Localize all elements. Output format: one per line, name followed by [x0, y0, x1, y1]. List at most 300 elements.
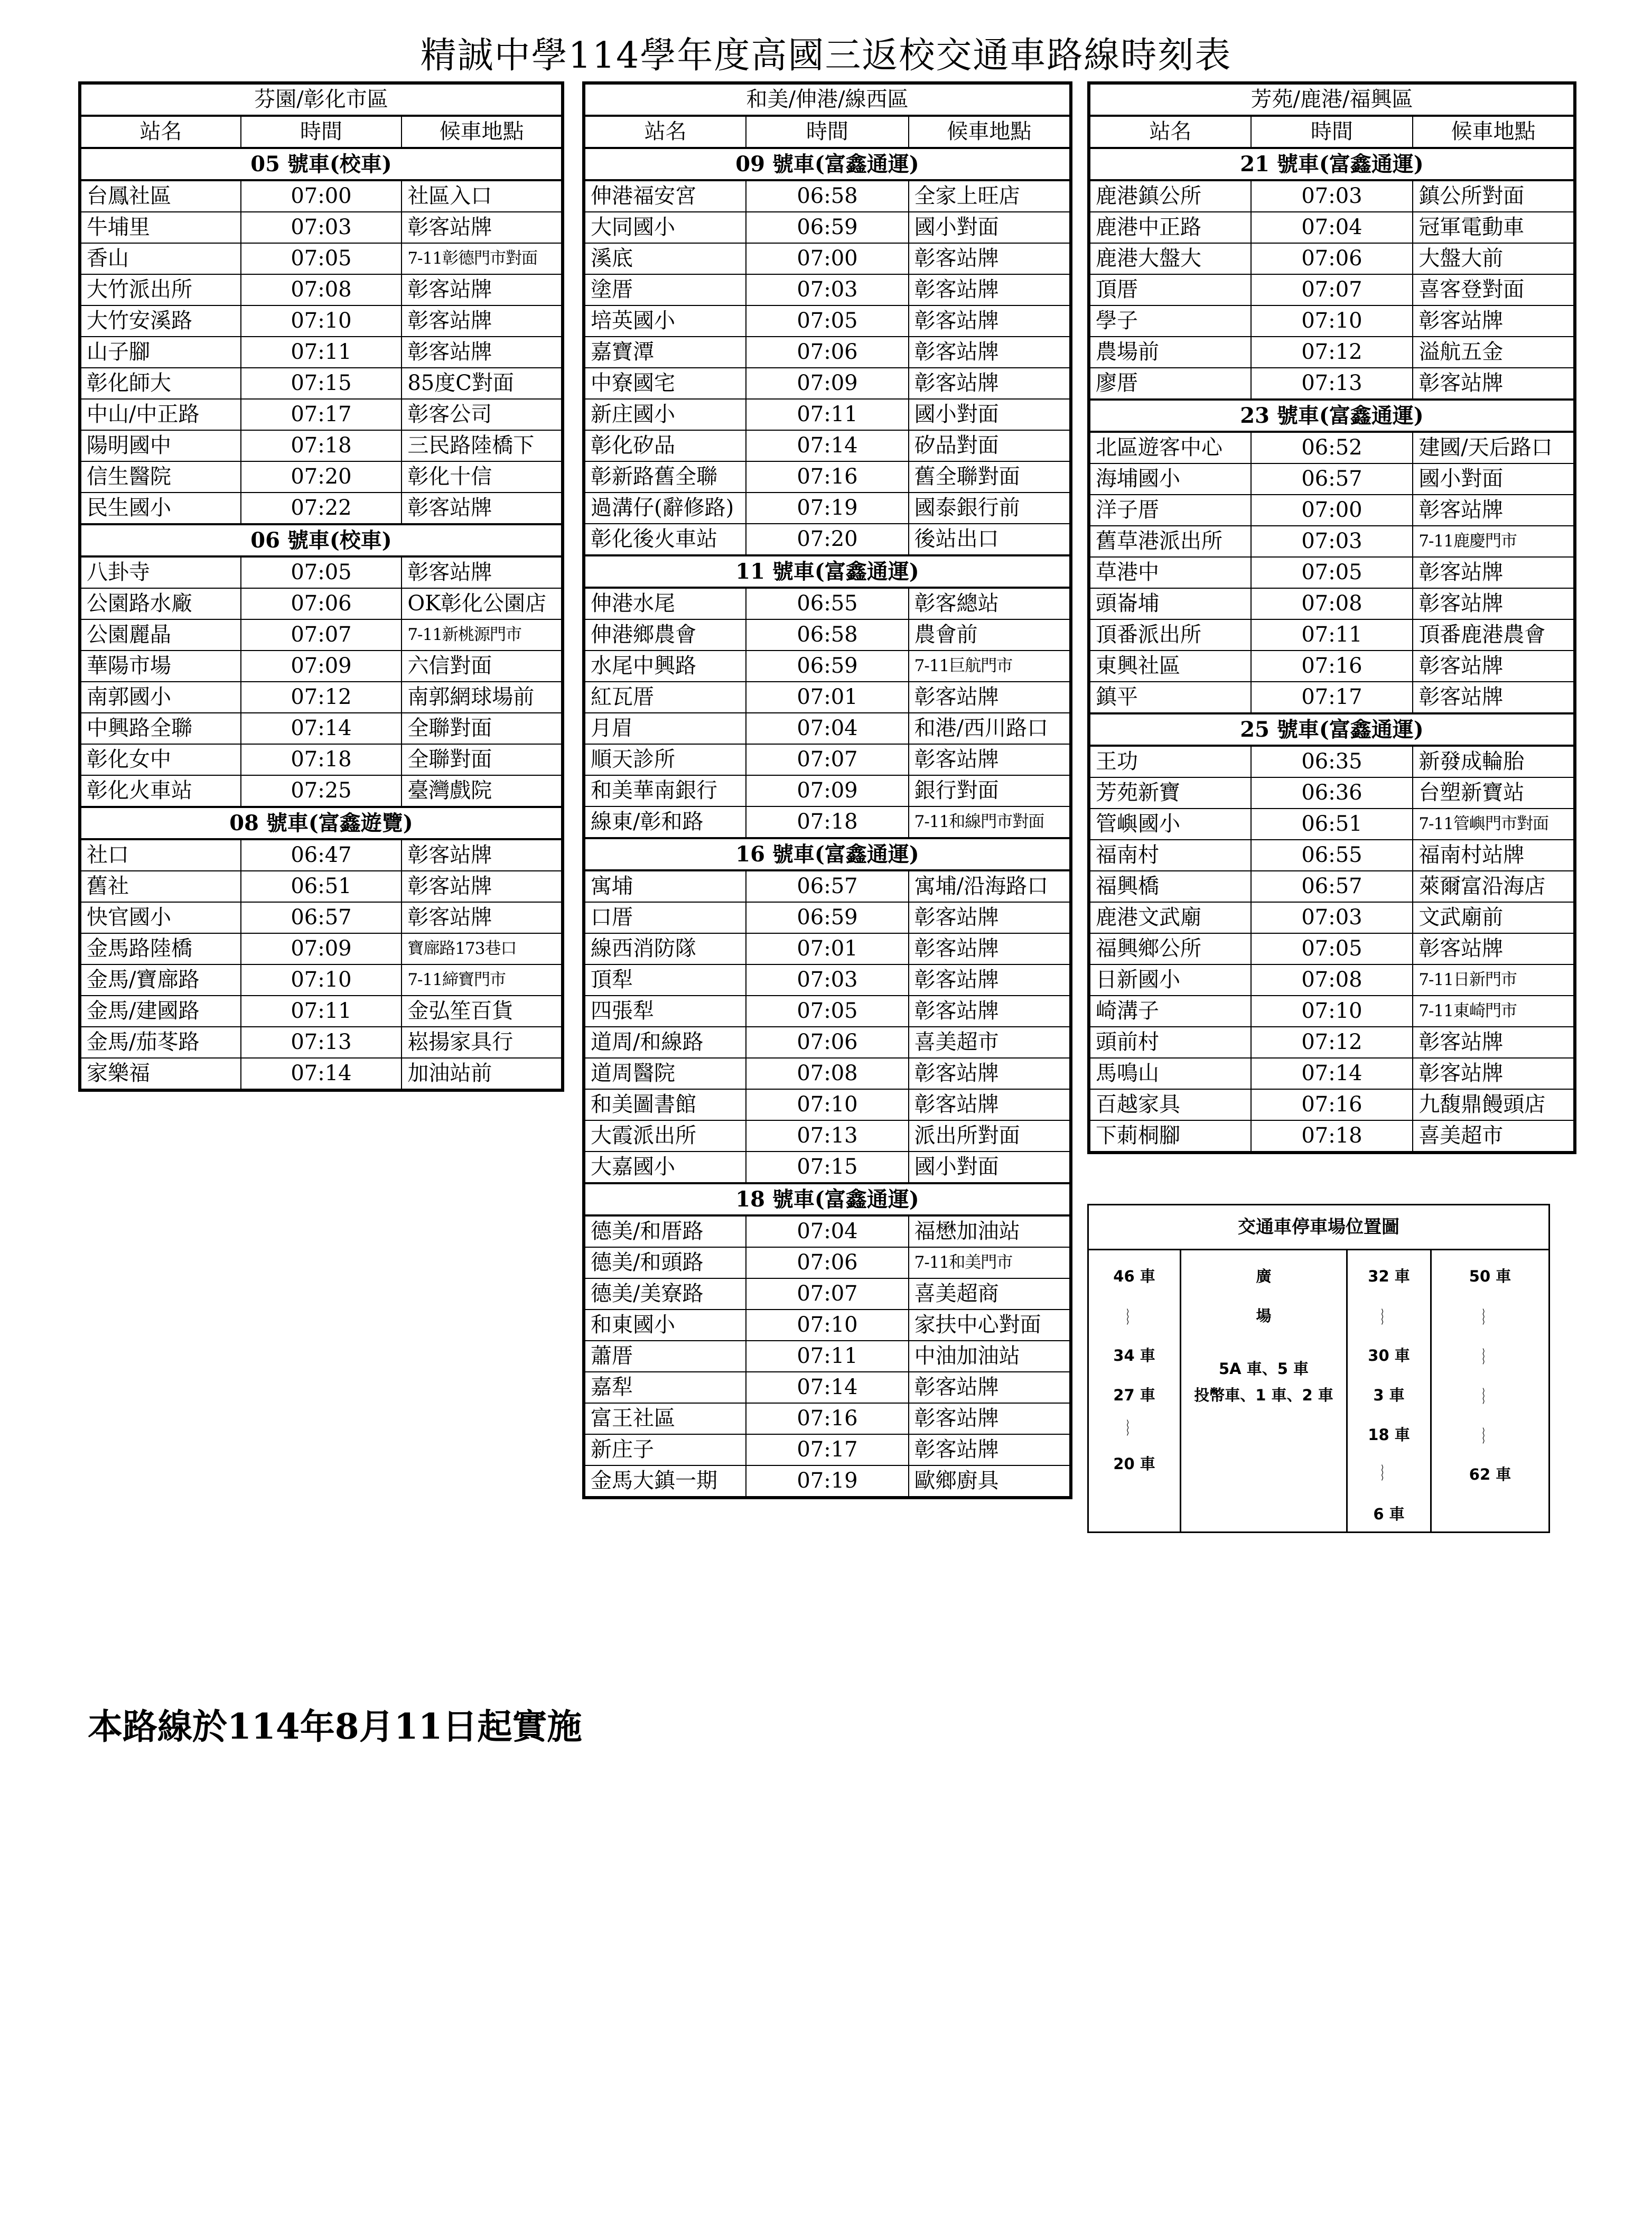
- stop-row: [584, 212, 1071, 243]
- stop-name: 海埔國小: [1089, 463, 1251, 495]
- parking-label-50: 50 車: [1469, 1267, 1511, 1285]
- parking-range-mark: ︴: [1126, 1419, 1142, 1438]
- stop-row: [584, 1120, 1071, 1152]
- stop-location: 臺灣戲院: [402, 775, 563, 807]
- stop-name: 線東/彰和路: [584, 806, 746, 838]
- stop-name: 舊草港派出所: [1089, 526, 1251, 557]
- column-header-location: 候車地點: [909, 116, 1071, 148]
- parking-label-34: 34 車: [1113, 1347, 1155, 1364]
- stop-time: 06:52: [1251, 432, 1413, 463]
- route-header-row: [584, 1183, 1071, 1215]
- stop-time: 07:10: [241, 964, 402, 996]
- stop-location: 溢航五金: [1413, 337, 1575, 368]
- stop-row: [584, 933, 1071, 964]
- stop-name: 廖厝: [1089, 368, 1251, 400]
- column-header-location: 候車地點: [402, 116, 563, 148]
- stop-row: [80, 682, 563, 713]
- route-label: 11 號車(富鑫通運): [584, 555, 1071, 588]
- stop-time: 07:10: [746, 1310, 908, 1341]
- stop-location: 國泰銀行前: [909, 493, 1071, 524]
- stop-row: [584, 588, 1071, 619]
- stop-name: 舊社: [80, 871, 241, 902]
- stop-time: 07:17: [1251, 682, 1413, 713]
- stop-row: [584, 461, 1071, 493]
- stop-name: 金馬路陸橋: [80, 933, 241, 964]
- stop-location: 彰客站牌: [909, 1403, 1071, 1434]
- stop-row: [584, 493, 1071, 524]
- stop-location: 家扶中心對面: [909, 1310, 1071, 1341]
- stop-time: 07:03: [746, 964, 908, 996]
- stop-location: 彰客站牌: [909, 1372, 1071, 1403]
- stop-location: 農會前: [909, 619, 1071, 651]
- stop-location: 彰客站牌: [1413, 933, 1575, 964]
- stop-location: 彰客站牌: [1413, 651, 1575, 682]
- stop-name: 四張犁: [584, 996, 746, 1027]
- stop-name: 頭崙埔: [1089, 588, 1251, 619]
- stop-row: [80, 839, 563, 871]
- stop-row: [80, 556, 563, 588]
- stop-row: [584, 744, 1071, 775]
- stop-time: 07:16: [746, 1403, 908, 1434]
- stop-row: [1089, 432, 1575, 463]
- stop-time: 07:18: [746, 806, 908, 838]
- stop-location: 國小對面: [909, 212, 1071, 243]
- stop-row: [584, 902, 1071, 933]
- stop-location: 新發成輪胎: [1413, 746, 1575, 777]
- stop-row: [1089, 933, 1575, 964]
- stop-row: [1089, 840, 1575, 871]
- stop-name: 農場前: [1089, 337, 1251, 368]
- stop-location: 彰客站牌: [909, 933, 1071, 964]
- stop-name: 道周醫院: [584, 1058, 746, 1089]
- stop-time: 07:03: [1251, 526, 1413, 557]
- stop-name: 學子: [1089, 305, 1251, 337]
- parking-range-mark: ︴: [1482, 1427, 1498, 1446]
- stop-row: [1089, 651, 1575, 682]
- stop-time: 07:04: [746, 1215, 908, 1247]
- stop-name: 和東國小: [584, 1310, 746, 1341]
- stop-time: 07:01: [746, 933, 908, 964]
- stop-name: 彰化火車站: [80, 775, 241, 807]
- stop-location: 彰客站牌: [909, 682, 1071, 713]
- parking-range-mark: ︴: [1381, 1308, 1397, 1327]
- stop-location: 六信對面: [402, 651, 563, 682]
- stop-name: 水尾中興路: [584, 651, 746, 682]
- stop-row: [584, 651, 1071, 682]
- stop-time: 07:14: [241, 1058, 402, 1090]
- stop-name: 管嶼國小: [1089, 809, 1251, 840]
- stop-name: 南郭國小: [80, 682, 241, 713]
- stop-location: 國小對面: [909, 1152, 1071, 1183]
- stop-row: [80, 212, 563, 243]
- stop-time: 07:07: [241, 619, 402, 651]
- stop-location: 鎮公所對面: [1413, 180, 1575, 212]
- stop-row: [80, 243, 563, 274]
- stop-name: 彰新路舊全聯: [584, 461, 746, 493]
- stop-row: [584, 682, 1071, 713]
- stop-name: 芳苑新寶: [1089, 777, 1251, 809]
- stop-row: [1089, 619, 1575, 651]
- stop-location: 彰客站牌: [1413, 368, 1575, 400]
- stop-location: 彰客站牌: [909, 996, 1071, 1027]
- stop-row: [80, 305, 563, 337]
- stop-time: 07:08: [1251, 964, 1413, 996]
- stop-location: 寓埔/沿海路口: [909, 870, 1071, 902]
- stop-row: [80, 461, 563, 493]
- stop-name: 中山/中正路: [80, 399, 241, 430]
- stop-location: 金弘笙百貨: [402, 996, 563, 1027]
- stop-location: 彰客站牌: [402, 871, 563, 902]
- stop-time: 07:00: [746, 243, 908, 274]
- stop-row: [584, 1215, 1071, 1247]
- stop-location: 彰客站牌: [909, 1434, 1071, 1465]
- route-label: 23 號車(富鑫通運): [1089, 400, 1575, 432]
- stop-name: 金馬/寶廍路: [80, 964, 241, 996]
- parking-column-3: [1348, 1249, 1432, 1531]
- stop-row: [1089, 746, 1575, 777]
- stop-time: 07:19: [746, 1465, 908, 1498]
- stop-time: 07:09: [241, 933, 402, 964]
- stop-row: [584, 1152, 1071, 1183]
- column-header-location: 候車地點: [1413, 116, 1575, 148]
- stop-name: 下莿桐腳: [1089, 1120, 1251, 1153]
- stop-time: 07:22: [241, 493, 402, 524]
- stop-row: [80, 775, 563, 807]
- stop-name: 過溝仔(辭修路): [584, 493, 746, 524]
- stop-time: 07:00: [1251, 495, 1413, 526]
- stop-time: 07:05: [1251, 933, 1413, 964]
- stop-location: 國小對面: [909, 399, 1071, 430]
- stop-name: 日新國小: [1089, 964, 1251, 996]
- stop-location: 頂番鹿港農會: [1413, 619, 1575, 651]
- stop-name: 華陽市場: [80, 651, 241, 682]
- stop-location: 歐鄉廚具: [909, 1465, 1071, 1498]
- stop-name: 彰化矽品: [584, 430, 746, 461]
- stop-name: 牛埔里: [80, 212, 241, 243]
- stop-name: 金馬/建國路: [80, 996, 241, 1027]
- route-label: 06 號車(校車): [80, 524, 563, 556]
- stop-location: 7-11締寶門市: [402, 964, 563, 996]
- stop-time: 07:14: [746, 430, 908, 461]
- stop-location: 7-11彰德門市對面: [402, 243, 563, 274]
- stop-name: 台鳳社區: [80, 180, 241, 212]
- stop-row: [80, 588, 563, 619]
- region-header-row: [1089, 83, 1575, 116]
- timetable-hemei-shengang-xianxi: [582, 81, 1072, 1499]
- stop-time: 07:07: [746, 744, 908, 775]
- stop-name: 福興鄉公所: [1089, 933, 1251, 964]
- effective-date-note: 本路線於114年8月11日起實施: [88, 1706, 582, 1747]
- stop-time: 07:14: [1251, 1058, 1413, 1089]
- stop-location: 和港/西川路口: [909, 713, 1071, 744]
- stop-time: 07:06: [746, 1247, 908, 1278]
- stop-row: [1089, 588, 1575, 619]
- stop-name: 北區遊客中心: [1089, 432, 1251, 463]
- stop-row: [584, 775, 1071, 806]
- stop-row: [584, 399, 1071, 430]
- stop-location: 全聯對面: [402, 713, 563, 744]
- plaza-coin-1-2: 投幣車、1 車、2 車: [1194, 1386, 1333, 1404]
- stop-location: 中油加油站: [909, 1341, 1071, 1372]
- column-header-time: 時間: [241, 116, 402, 148]
- stop-name: 鎮平: [1089, 682, 1251, 713]
- stop-location: 彰客站牌: [402, 212, 563, 243]
- stop-name: 金馬大鎮一期: [584, 1465, 746, 1498]
- stop-name: 德美/和厝路: [584, 1215, 746, 1247]
- stop-name: 公園麗晶: [80, 619, 241, 651]
- stop-name: 德美/和頭路: [584, 1247, 746, 1278]
- stop-row: [1089, 1120, 1575, 1153]
- stop-location: 85度C對面: [402, 368, 563, 399]
- column-header-station: 站名: [584, 116, 746, 148]
- stop-time: 07:14: [746, 1372, 908, 1403]
- stop-name: 鹿港鎮公所: [1089, 180, 1251, 212]
- stop-time: 06:51: [1251, 809, 1413, 840]
- stop-name: 香山: [80, 243, 241, 274]
- stop-time: 07:06: [241, 588, 402, 619]
- parking-label-46: 46 車: [1113, 1267, 1155, 1285]
- stop-location: 萊爾富沿海店: [1413, 871, 1575, 902]
- stop-location: 彰客站牌: [402, 493, 563, 524]
- stop-location: 彰客公司: [402, 399, 563, 430]
- stop-row: [584, 996, 1071, 1027]
- stop-row: [1089, 495, 1575, 526]
- route-header-row: [80, 148, 563, 180]
- region-fenyuan-changhua: [78, 81, 564, 1092]
- stop-row: [584, 430, 1071, 461]
- plaza-5a-5: 5A 車、5 車: [1219, 1360, 1309, 1378]
- stop-row: [584, 1027, 1071, 1058]
- stop-location: 彰客站牌: [1413, 1058, 1575, 1089]
- stop-time: 07:06: [746, 337, 908, 368]
- stop-name: 民生國小: [80, 493, 241, 524]
- stop-name: 彰化女中: [80, 744, 241, 775]
- stop-name: 彰化後火車站: [584, 524, 746, 555]
- stop-name: 洋子厝: [1089, 495, 1251, 526]
- stop-row: [80, 337, 563, 368]
- column-header-station: 站名: [1089, 116, 1251, 148]
- stop-row: [80, 368, 563, 399]
- stop-location: 銀行對面: [909, 775, 1071, 806]
- column-header-row: [1089, 116, 1575, 148]
- stop-row: [1089, 305, 1575, 337]
- stop-location: 彰客站牌: [402, 274, 563, 305]
- route-label: 05 號車(校車): [80, 148, 563, 180]
- stop-name: 嘉犁: [584, 1372, 746, 1403]
- stop-name: 頭前村: [1089, 1027, 1251, 1058]
- stop-row: [584, 1372, 1071, 1403]
- column-header-row: [584, 116, 1071, 148]
- stop-location: 7-11和美門市: [909, 1247, 1071, 1278]
- stop-time: 06:59: [746, 212, 908, 243]
- stop-name: 東興社區: [1089, 651, 1251, 682]
- stop-location: 喜美超市: [1413, 1120, 1575, 1153]
- stop-location: 文武廟前: [1413, 902, 1575, 933]
- stop-name: 公園路水廠: [80, 588, 241, 619]
- parking-range-mark: ︴: [1482, 1388, 1498, 1406]
- stop-time: 07:04: [746, 713, 908, 744]
- page-title: 精誠中學114學年度高國三返校交通車路線時刻表: [420, 35, 1232, 77]
- stop-location: 彰客站牌: [1413, 305, 1575, 337]
- parking-column-4: [1432, 1249, 1548, 1531]
- stop-name: 德美/美寮路: [584, 1278, 746, 1310]
- stop-name: 快官國小: [80, 902, 241, 933]
- parking-label-32: 32 車: [1368, 1267, 1410, 1285]
- stop-location: 彰客總站: [909, 588, 1071, 619]
- stop-name: 八卦寺: [80, 556, 241, 588]
- stop-time: 07:19: [746, 493, 908, 524]
- stop-row: [584, 180, 1071, 212]
- stop-time: 07:11: [746, 399, 908, 430]
- stop-name: 富王社區: [584, 1403, 746, 1434]
- stop-row: [584, 619, 1071, 651]
- stop-time: 07:09: [746, 368, 908, 399]
- route-label: 16 號車(富鑫通運): [584, 838, 1071, 870]
- stop-name: 和美華南銀行: [584, 775, 746, 806]
- stop-name: 草港中: [1089, 557, 1251, 588]
- route-label: 25 號車(富鑫通運): [1089, 713, 1575, 746]
- stop-location: OK彰化公園店: [402, 588, 563, 619]
- stop-row: [1089, 526, 1575, 557]
- stop-time: 07:15: [746, 1152, 908, 1183]
- parking-label-62: 62 車: [1469, 1465, 1511, 1483]
- parking-range-mark: ︴: [1482, 1308, 1498, 1327]
- stop-location: 彰客站牌: [909, 1058, 1071, 1089]
- region-header-row: [80, 83, 563, 116]
- stop-time: 07:00: [241, 180, 402, 212]
- stop-location: 彰化十信: [402, 461, 563, 493]
- stop-time: 07:03: [1251, 180, 1413, 212]
- stop-row: [584, 870, 1071, 902]
- stop-time: 07:18: [241, 744, 402, 775]
- stop-time: 07:08: [746, 1058, 908, 1089]
- stop-time: 06:58: [746, 619, 908, 651]
- stop-location: 7-11新桃源門市: [402, 619, 563, 651]
- stop-time: 06:57: [1251, 463, 1413, 495]
- stop-row: [1089, 809, 1575, 840]
- stop-row: [1089, 777, 1575, 809]
- stop-name: 社口: [80, 839, 241, 871]
- stop-location: 舊全聯對面: [909, 461, 1071, 493]
- route-header-row: [1089, 400, 1575, 432]
- stop-location: 全聯對面: [402, 744, 563, 775]
- stop-location: 矽品對面: [909, 430, 1071, 461]
- stop-name: 伸港鄉農會: [584, 619, 746, 651]
- stop-time: 07:10: [1251, 996, 1413, 1027]
- stop-row: [584, 1403, 1071, 1434]
- stop-name: 鹿港文武廟: [1089, 902, 1251, 933]
- stop-row: [1089, 902, 1575, 933]
- stop-row: [80, 399, 563, 430]
- stop-location: 彰客站牌: [909, 274, 1071, 305]
- stop-row: [584, 1341, 1071, 1372]
- stop-location: 彰客站牌: [909, 744, 1071, 775]
- stop-time: 07:05: [746, 305, 908, 337]
- stop-row: [80, 493, 563, 524]
- stop-row: [584, 1089, 1071, 1120]
- stop-name: 紅瓦厝: [584, 682, 746, 713]
- parking-lot-diagram: [1087, 1204, 1550, 1533]
- stop-row: [80, 430, 563, 461]
- stop-location: 彰客站牌: [909, 243, 1071, 274]
- stop-time: 07:05: [241, 243, 402, 274]
- stop-time: 07:10: [746, 1089, 908, 1120]
- stop-name: 蕭厝: [584, 1341, 746, 1372]
- stop-time: 07:13: [746, 1120, 908, 1152]
- stop-location: 7-11東崎門市: [1413, 996, 1575, 1027]
- stop-row: [584, 337, 1071, 368]
- stop-time: 06:55: [1251, 840, 1413, 871]
- stop-name: 頂番派出所: [1089, 619, 1251, 651]
- stop-name: 伸港福安宮: [584, 180, 746, 212]
- plaza-label-1: 廣: [1256, 1267, 1272, 1285]
- stop-name: 鹿港大盤大: [1089, 243, 1251, 274]
- stop-time: 07:10: [1251, 305, 1413, 337]
- stop-name: 大同國小: [584, 212, 746, 243]
- timetable-fenyuan-changhua: [78, 81, 564, 1092]
- stop-time: 07:09: [746, 775, 908, 806]
- stop-time: 07:05: [1251, 557, 1413, 588]
- stop-row: [80, 619, 563, 651]
- stop-time: 07:01: [746, 682, 908, 713]
- route-label: 21 號車(富鑫通運): [1089, 148, 1575, 180]
- stop-time: 07:17: [746, 1434, 908, 1465]
- stop-time: 07:11: [746, 1341, 908, 1372]
- route-label: 09 號車(富鑫通運): [584, 148, 1071, 180]
- stop-time: 07:03: [1251, 902, 1413, 933]
- stop-location: 彰客站牌: [909, 368, 1071, 399]
- region-name: 芬園/彰化市區: [80, 83, 563, 116]
- stop-location: 彰客站牌: [402, 902, 563, 933]
- stop-row: [584, 713, 1071, 744]
- stop-time: 07:13: [1251, 368, 1413, 400]
- stop-row: [584, 1278, 1071, 1310]
- stop-time: 06:35: [1251, 746, 1413, 777]
- stop-time: 06:47: [241, 839, 402, 871]
- stop-name: 大嘉國小: [584, 1152, 746, 1183]
- column-header-station: 站名: [80, 116, 241, 148]
- route-header-row: [584, 838, 1071, 870]
- stop-name: 和美圖書館: [584, 1089, 746, 1120]
- stop-time: 07:13: [241, 1027, 402, 1058]
- stop-row: [1089, 996, 1575, 1027]
- stop-time: 07:18: [1251, 1120, 1413, 1153]
- region-fangyuan-lugang-fuxing: [1087, 81, 1576, 1154]
- stop-time: 07:17: [241, 399, 402, 430]
- parking-label-20: 20 車: [1113, 1455, 1155, 1473]
- stop-name: 培英國小: [584, 305, 746, 337]
- stop-row: [1089, 557, 1575, 588]
- stop-time: 07:20: [746, 524, 908, 555]
- stop-row: [1089, 337, 1575, 368]
- stop-location: 九馥鼎饅頭店: [1413, 1089, 1575, 1120]
- stop-location: 崧揚家具行: [402, 1027, 563, 1058]
- column-header-row: [80, 116, 563, 148]
- stop-row: [584, 274, 1071, 305]
- stop-row: [584, 1465, 1071, 1498]
- stop-row: [1089, 180, 1575, 212]
- stop-location: 建國/天后路口: [1413, 432, 1575, 463]
- stop-row: [584, 1058, 1071, 1089]
- stop-name: 口厝: [584, 902, 746, 933]
- stop-time: 06:55: [746, 588, 908, 619]
- stop-time: 07:07: [746, 1278, 908, 1310]
- stop-time: 07:12: [1251, 337, 1413, 368]
- stop-name: 月眉: [584, 713, 746, 744]
- stop-name: 新庄國小: [584, 399, 746, 430]
- stop-name: 伸港水尾: [584, 588, 746, 619]
- stop-location: 彰客站牌: [1413, 682, 1575, 713]
